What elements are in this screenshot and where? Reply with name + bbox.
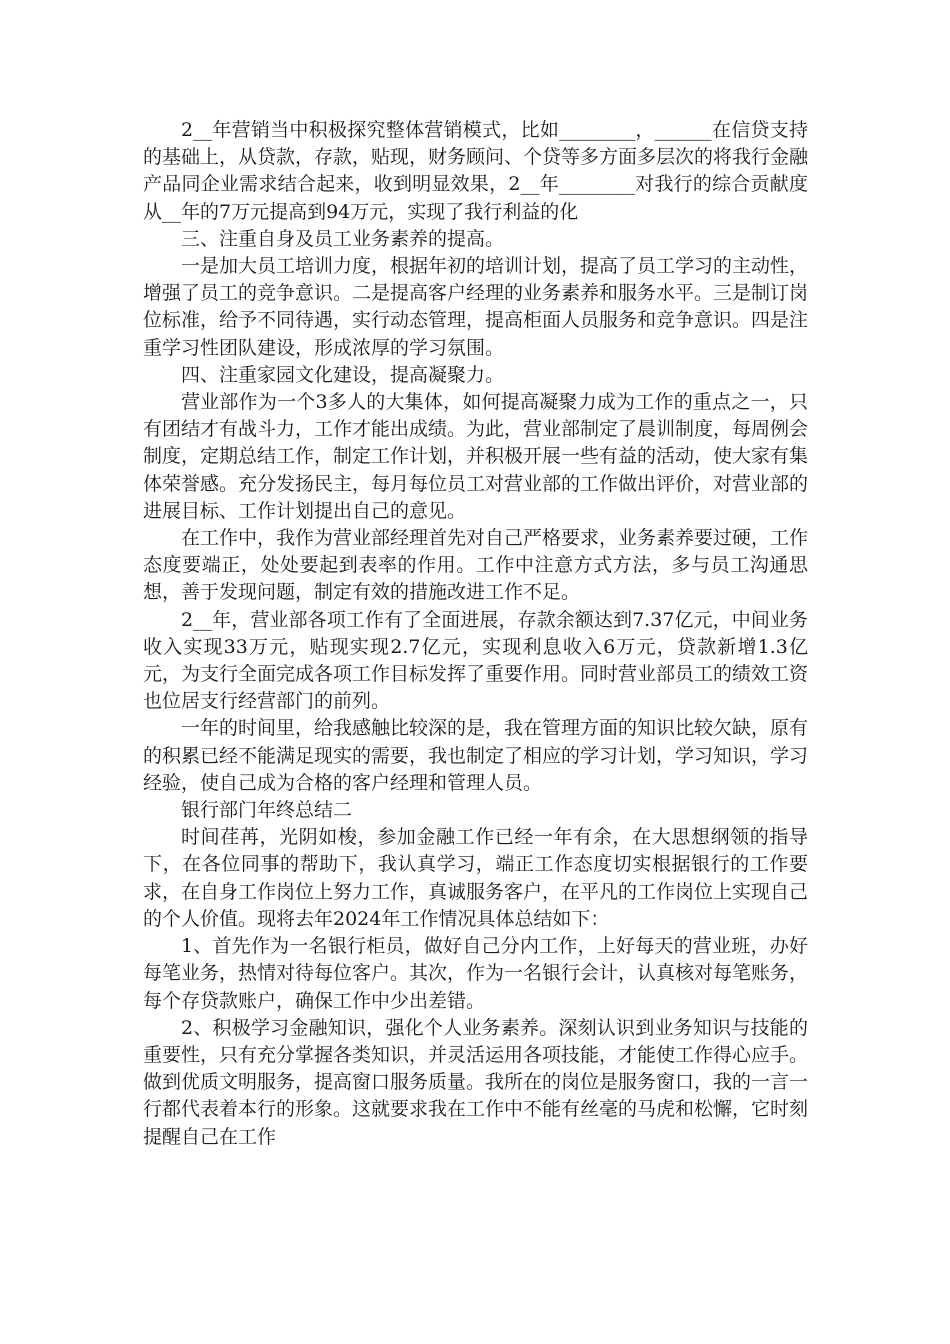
- paragraph-annual-results: 2__年，营业部各项工作有了全面进展，存款余额达到7.37亿元，中间业务收入实现33万元，贴现实现2.7亿元，实现利息收入6万元，贷款新增1.3亿元，为支行全面完成各项工作目标发挥了重要作用。同时营业部员工的绩效工资也位居支行经营部门的前列。: [143, 608, 809, 713]
- paragraph-staff-training: 一是加大员工培训力度，根据年初的培训计划，提高了员工学习的主动性，增强了员工的竞争意识。二是提高客户经理的业务素养和服务水平。三是制订岗位标准，给予不同待遇，实行动态管理，提高柜面人员服务和竞争意识。四是注重学习性团队建设，形成浓厚的学习氛围。: [143, 255, 809, 359]
- paragraph-intro-summary-two: 时间荏苒，光阴如梭，参加金融工作已经一年有余，在大思想纲领的指导下，在各位同事的帮助下，我认真学习，端正工作态度切实根据银行的工作要求，在自身工作岗位上努力工作，真诚服务客户，在平凡的工作岗位上实现自己的个人价值。现将去年2024年工作情况具体总结如下：: [143, 826, 809, 930]
- heading-culture-building: 四、注重家园文化建设，提高凝聚力。: [181, 363, 505, 386]
- heading-staff-quality: 三、注重自身及员工业务素养的提高。: [181, 227, 505, 250]
- paragraph-cohesion: 营业部作为一个3多人的大集体，如何提高凝聚力成为工作的重点之一，只有团结才有战斗力，工作才能出成绩。为此，营业部制定了晨训制度，每周例会制度，定期总结工作，制定工作计划，并积极开展一些有益的活动，使大家有集体荣誉感。充分发扬民主，每月每位员工对营业部的工作做出评价，对营业部的进展目标、工作计划提出自己的意见。: [143, 391, 809, 522]
- paragraph-manager-role: 在工作中，我作为营业部经理首先对自己严格要求，业务素养要过硬，工作态度要端正，处处要起到表率的作用。工作中注意方式方法，多与员工沟通思想，善于发现问题，制定有效的措施改进工作不足。: [143, 527, 809, 604]
- paragraph-marketing-mode: 2__年营销当中积极探究整体营销模式，比如________，______在信贷支持的基础上，从贷款，存款，贴现，财务顾问、个贷等多方面多层次的将我行金融产品同企业需求结合起来，收到明显效果，2__年________对我行的综合贡献度从__年的7万元提高到94万元，实现了我行利益的化: [143, 119, 809, 223]
- paragraph-teller-duties: 1、首先作为一名银行柜员，做好自己分内工作，上好每天的营业班，办好每笔业务，热情对待每位客户。其次，作为一名银行会计，认真核对每笔账务，每个存贷款账户，确保工作中少出差错。: [143, 935, 809, 1012]
- paragraph-finance-learning: 2、积极学习金融知识，强化个人业务素养。深刻认识到业务知识与技能的重要性，只有充分掌握各类知识，并灵活运用各项技能，才能使工作得心应手。做到优质文明服务，提高窗口服务质量。我所在的岗位是服务窗口，我的一言一行都代表着本行的形象。这就要求我在工作中不能有丝毫的马虎和松懈，它时刻提醒自己在工作: [143, 1016, 809, 1148]
- document-body: [143, 117, 808, 1151]
- section-title-summary-two: 银行部门年终总结二: [181, 799, 353, 822]
- paragraph-reflection: 一年的时间里，给我感触比较深的是，我在管理方面的知识比较欠缺，原有的积累已经不能满足现实的需要，我也制定了相应的学习计划，学习知识，学习经验，使自己成为合格的客户经理和管理人员。: [143, 717, 809, 794]
